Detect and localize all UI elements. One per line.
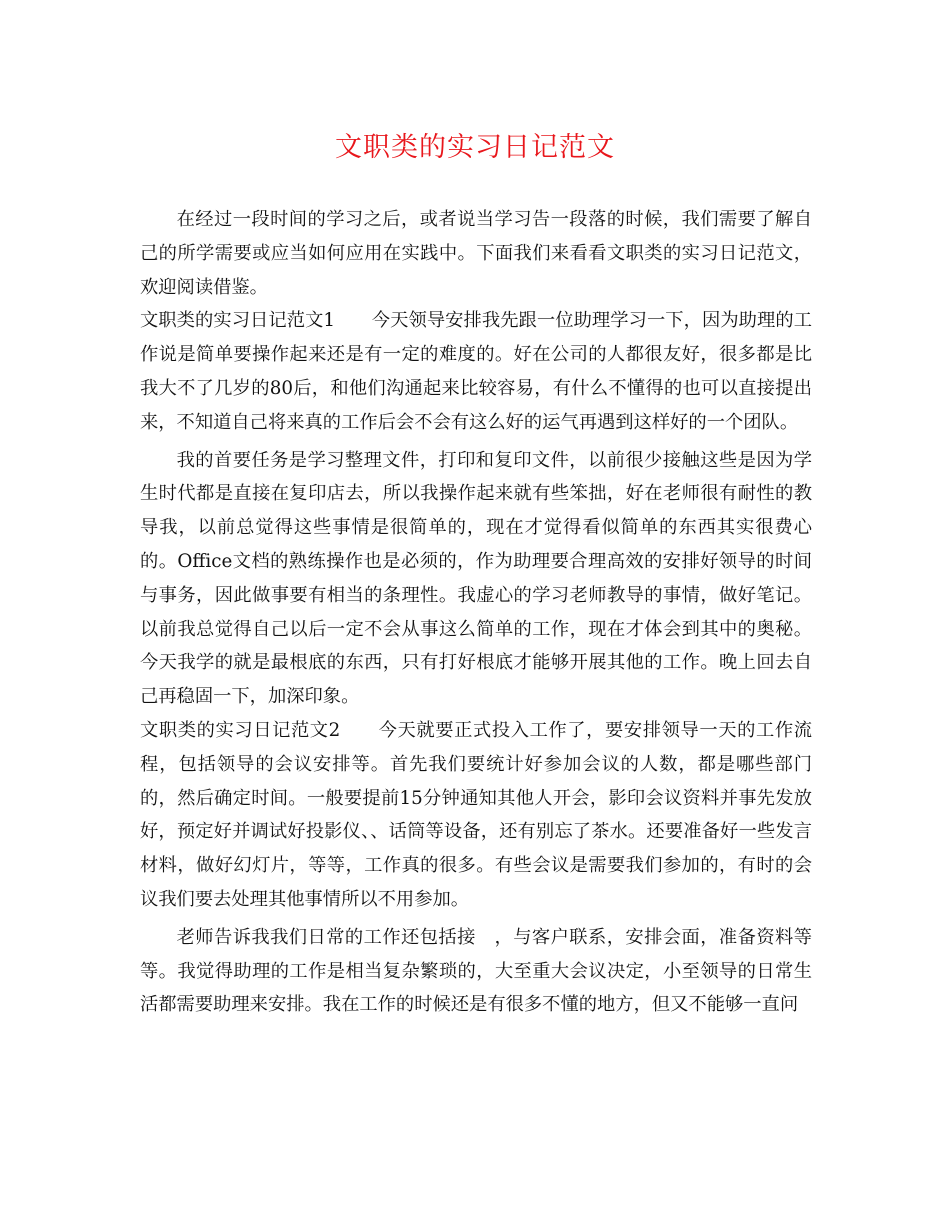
paragraph-sample-2: 文职类的实习日记范文2 今天就要正式投入工作了，要安排领导一天的工作流程，包括领导的会议安排等。首先我们要统计好参加会议的人数，都是哪些部门的，然后确定时间。一般要提前15分钟通知其他人开会，影印会议资料并事先发放好，预定好并调试好投影仪、、话筒等设备，还有别忘了茶水。还要准备好一些发言材料，做好幻灯片，等等，工作真的很多。有些会议是需要我们参加的，有时的会议我们要去处理其他事情所以不用参加。 bbox=[140, 719, 812, 910]
paragraph-sample-1-continued: 我的首要任务是学习整理文件，打印和复印文件，以前很少接触这些是因为学生时代都是直接在复印店去，所以我操作起来就有些笨拙，好在老师很有耐性的教导我，以前总觉得这些事情是很简单的，现在才觉得看似简单的东西其实很费心的。Office文档的熟练操作也是必须的，作为助理要合理高效的安排好领导的时间与事务，因此做事要有相当的条理性。我虚心的学习老师教导的事情，做好笔记。以前我总觉得自己以后一定不会从事这么简单的工作，现在才体会到其中的奥秘。 今天我学的就是最根底的东西，只有打好根底才能够开展其他的工作。晚上回去自己再稳固一下，加深印象。 bbox=[140, 449, 812, 708]
paragraph-sample-1: 文职类的实习日记范文1 今天领导安排我先跟一位助理学习一下，因为助理的工作说是简单要操作起来还是有一定的难度的。好在公司的人都很友好，很多都是比我大不了几岁的80后，和他们沟通起来比较容易，有什么不懂得的也可以直接提出来，不知道自己将来真的工作后会不会有这么好的运气再遇到这样好的一个团队。 bbox=[140, 310, 812, 433]
paragraph-intro: 在经过一段时间的学习之后，或者说当学习告一段落的时候，我们需要了解自己的所学需要或应当如何应用在实践中。下面我们来看看文职类的实习日记范文，欢迎阅读借鉴。 bbox=[140, 209, 812, 298]
document-title: 文职类的实习日记范文 bbox=[335, 132, 615, 163]
document-body bbox=[140, 203, 812, 1022]
paragraph-sample-2-continued: 老师告诉我我们日常的工作还包括接 ，与客户联系，安排会面，准备资料等等。我觉得助理的工作是相当复杂繁琐的，大至重大会议决定，小至领导的日常生活都需要助理来安排。我在工作的时候还是有很多不懂的地方，但又不能够一直问 bbox=[140, 926, 812, 1016]
